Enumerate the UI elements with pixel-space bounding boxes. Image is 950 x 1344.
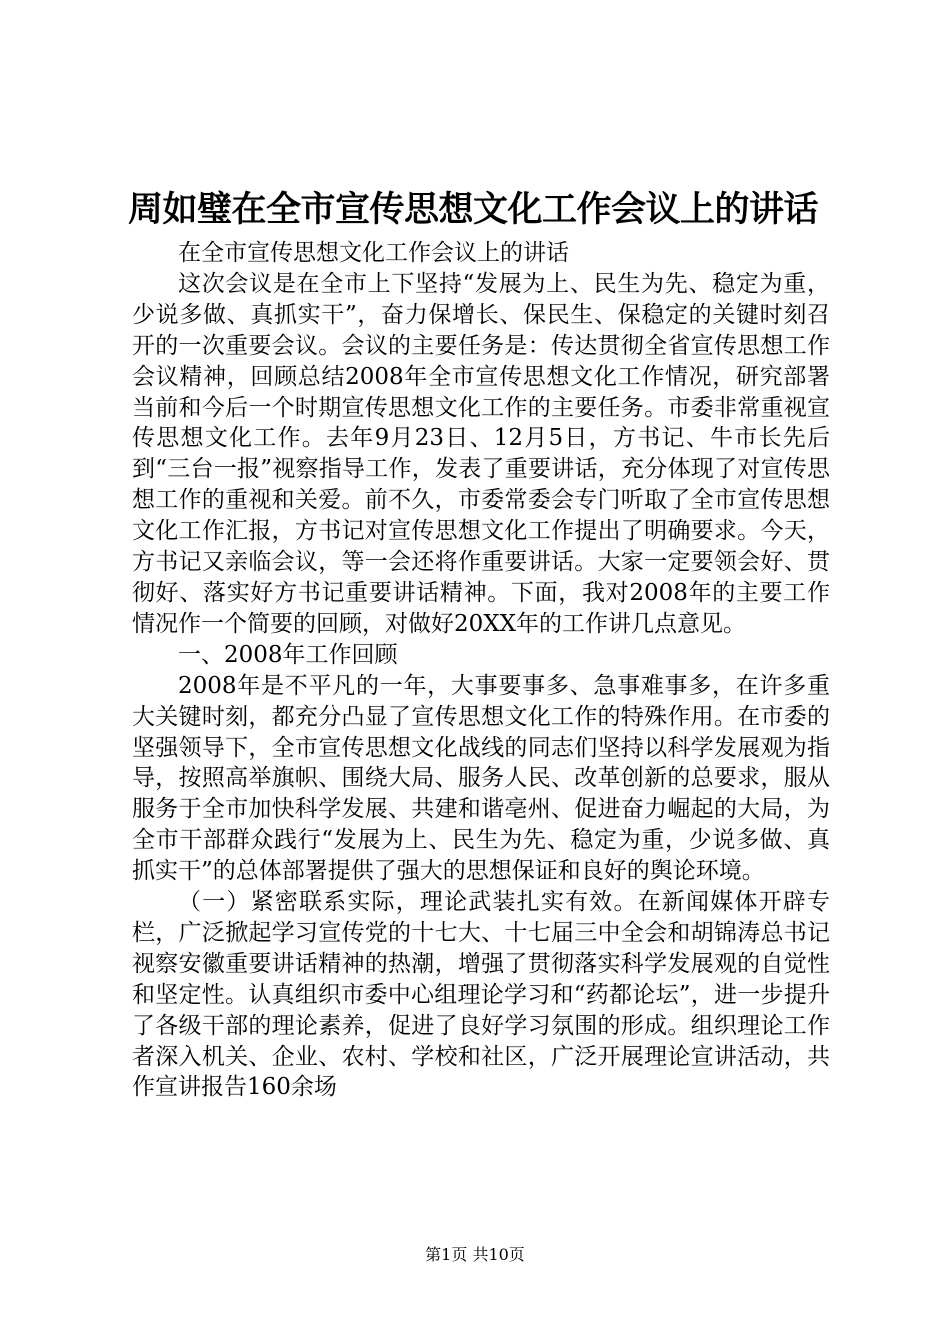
- document-title: 周如璧在全市宣传思想文化工作会议上的讲话: [128, 190, 819, 230]
- paragraph-review: 2008年是不平凡的一年，大事要事多、急事难事多，在许多重大关键时刻，都充分凸显了宣传思想文化工作的特殊作用。在市委的坚强领导下，全市宣传思想文化战线的同志们坚持以科学发展观为指导，按照高举旗帜、围绕大局、服务人民、改革创新的总要求，服从服务于全市加快科学发展、共建和谐亳州、促进奋力崛起的大局，为全市干部群众践行“发展为上、民生为先、稳定为重，少说多做、真抓实干”的总体部署提供了强大的思想保证和良好的舆论环境。: [132, 672, 830, 885]
- document-body: [132, 238, 830, 1103]
- page-number: 第1页 共10页: [425, 1245, 525, 1264]
- section-heading: 一、2008年工作回顾: [178, 641, 398, 668]
- speech-subtitle: 在全市宣传思想文化工作会议上的讲话: [178, 240, 569, 266]
- paragraph-intro: 这次会议是在全市上下坚持“发展为上、民生为先、稳定为重，少说多做、真抓实干”，奋力保增长、保民生、保稳定的关键时刻召开的一次重要会议。会议的主要任务是：传达贯彻全省宣传思想工作会议精神，回顾总结2008年全市宣传思想文化工作情况，研究部署当前和今后一个时期宣传思想文化工作的主要任务。市委非常重视宣传思想文化工作。去年9月23日、12月5日，方书记、牛市长先后到“三台一报”视察指导工作，发表了重要讲话，充分体现了对宣传思想工作的重视和关爱。前不久，市委常委会专门听取了全市宣传思想文化工作汇报，方书记对宣传思想文化工作提出了明确要求。今天，方书记又亲临会议，等一会还将作重要讲话。大家一定要领会好、贯彻好、落实好方书记重要讲话精神。下面，我对2008年的主要工作情况作一个简要的回顾，对做好20XX年的工作讲几点意见。: [132, 270, 830, 637]
- paragraph-theory: （一）紧密联系实际，理论武装扎实有效。在新闻媒体开辟专栏，广泛掀起学习宣传党的十七大、十七届三中全会和胡锦涛总书记视察安徽重要讲话精神的热潮，增强了贯彻落实科学发展观的自觉性和坚定性。认真组织市委中心组理论学习和“药都论坛”，进一步提升了各级干部的理论素养，促进了良好学习氛围的形成。组织理论工作者深入机关、企业、农村、学校和社区，广泛开展理论宣讲活动，共作宣讲报告160余场: [132, 889, 830, 1101]
